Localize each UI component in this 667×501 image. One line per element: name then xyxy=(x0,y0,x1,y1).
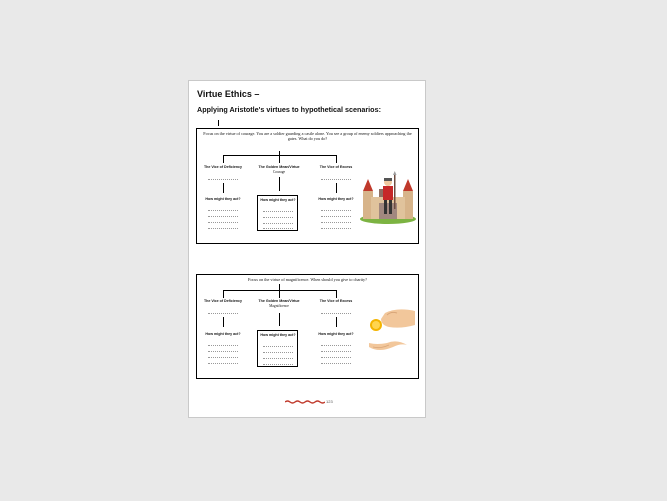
tree-connector xyxy=(223,290,224,298)
tree-connector xyxy=(223,183,224,193)
golden-mean-value: Magnificence xyxy=(269,304,289,308)
scenario-prompt: Focus on the virtue of courage. You are a soldier guarding a castle alone. You see a group of enemy soldiers approaching the gates. What do you do? xyxy=(203,131,412,142)
worksheet-page xyxy=(188,80,426,418)
answer-line[interactable] xyxy=(208,179,238,180)
tree-connector xyxy=(336,155,337,163)
answer-line[interactable] xyxy=(263,217,293,218)
answer-line[interactable] xyxy=(208,357,238,358)
answer-line[interactable] xyxy=(208,210,238,211)
page-subtitle: Applying Aristotle's virtues to hypothetical scenarios: xyxy=(197,105,381,114)
answer-line[interactable] xyxy=(321,313,351,314)
answer-line[interactable] xyxy=(321,228,351,229)
scenario-courage-box xyxy=(196,128,419,244)
vice-deficiency-label: The Vice of Deficiency xyxy=(203,299,243,303)
answer-line[interactable] xyxy=(208,228,238,229)
question-label: How might they act? xyxy=(318,197,354,201)
answer-line[interactable] xyxy=(321,179,351,180)
answer-line[interactable] xyxy=(208,345,238,346)
text-cursor-mark xyxy=(218,120,219,126)
answer-line[interactable] xyxy=(263,223,293,224)
answer-line[interactable] xyxy=(208,363,238,364)
knight-castle-icon xyxy=(359,169,417,225)
answer-line[interactable] xyxy=(263,358,293,359)
answer-line[interactable] xyxy=(321,363,351,364)
tree-connector xyxy=(279,177,280,191)
tree-connector xyxy=(279,313,280,326)
answer-line[interactable] xyxy=(321,351,351,352)
question-label: How might they act? xyxy=(205,332,241,336)
answer-line[interactable] xyxy=(321,222,351,223)
tree-connector xyxy=(223,317,224,327)
scenario-prompt: Focus on the virtue of magnificence. When should you give to charity? xyxy=(247,277,367,282)
vice-excess-label: The Vice of Excess xyxy=(319,299,353,303)
answer-line[interactable] xyxy=(208,313,238,314)
golden-mean-answer-box[interactable] xyxy=(257,195,298,231)
answer-line[interactable] xyxy=(321,345,351,346)
coin-giving-hand-icon xyxy=(367,303,417,359)
answer-line[interactable] xyxy=(208,216,238,217)
page-title: Virtue Ethics – xyxy=(197,89,260,99)
answer-line[interactable] xyxy=(263,346,293,347)
page-number: 123 xyxy=(326,399,333,404)
scenario-magnificence-box xyxy=(196,274,419,379)
question-label: How might they act? xyxy=(260,198,296,202)
golden-mean-answer-box[interactable] xyxy=(257,330,298,367)
golden-mean-label: The Golden Mean/Virtue Magnificence xyxy=(255,299,303,309)
tree-connector xyxy=(279,151,280,163)
answer-line[interactable] xyxy=(208,351,238,352)
answer-line[interactable] xyxy=(263,211,293,212)
answer-line[interactable] xyxy=(208,222,238,223)
vice-excess-label: The Vice of Excess xyxy=(319,165,353,169)
golden-mean-value: Courage xyxy=(272,170,286,174)
vice-deficiency-label: The Vice of Deficiency xyxy=(203,165,243,169)
tree-connector xyxy=(279,284,280,298)
answer-line[interactable] xyxy=(263,364,293,365)
golden-mean-label: The Golden Mean/Virtue Courage xyxy=(255,165,303,175)
question-label: How might they act? xyxy=(205,197,241,201)
tree-connector xyxy=(336,317,337,327)
answer-line[interactable] xyxy=(263,352,293,353)
tree-connector xyxy=(336,183,337,193)
answer-line[interactable] xyxy=(321,357,351,358)
answer-line[interactable] xyxy=(321,210,351,211)
question-label: How might they act? xyxy=(318,332,354,336)
tree-connector xyxy=(336,290,337,298)
tree-connector xyxy=(223,155,224,163)
decorative-wave-divider xyxy=(285,400,325,404)
answer-line[interactable] xyxy=(321,216,351,217)
answer-line[interactable] xyxy=(263,228,293,229)
question-label: How might they act? xyxy=(260,333,296,337)
